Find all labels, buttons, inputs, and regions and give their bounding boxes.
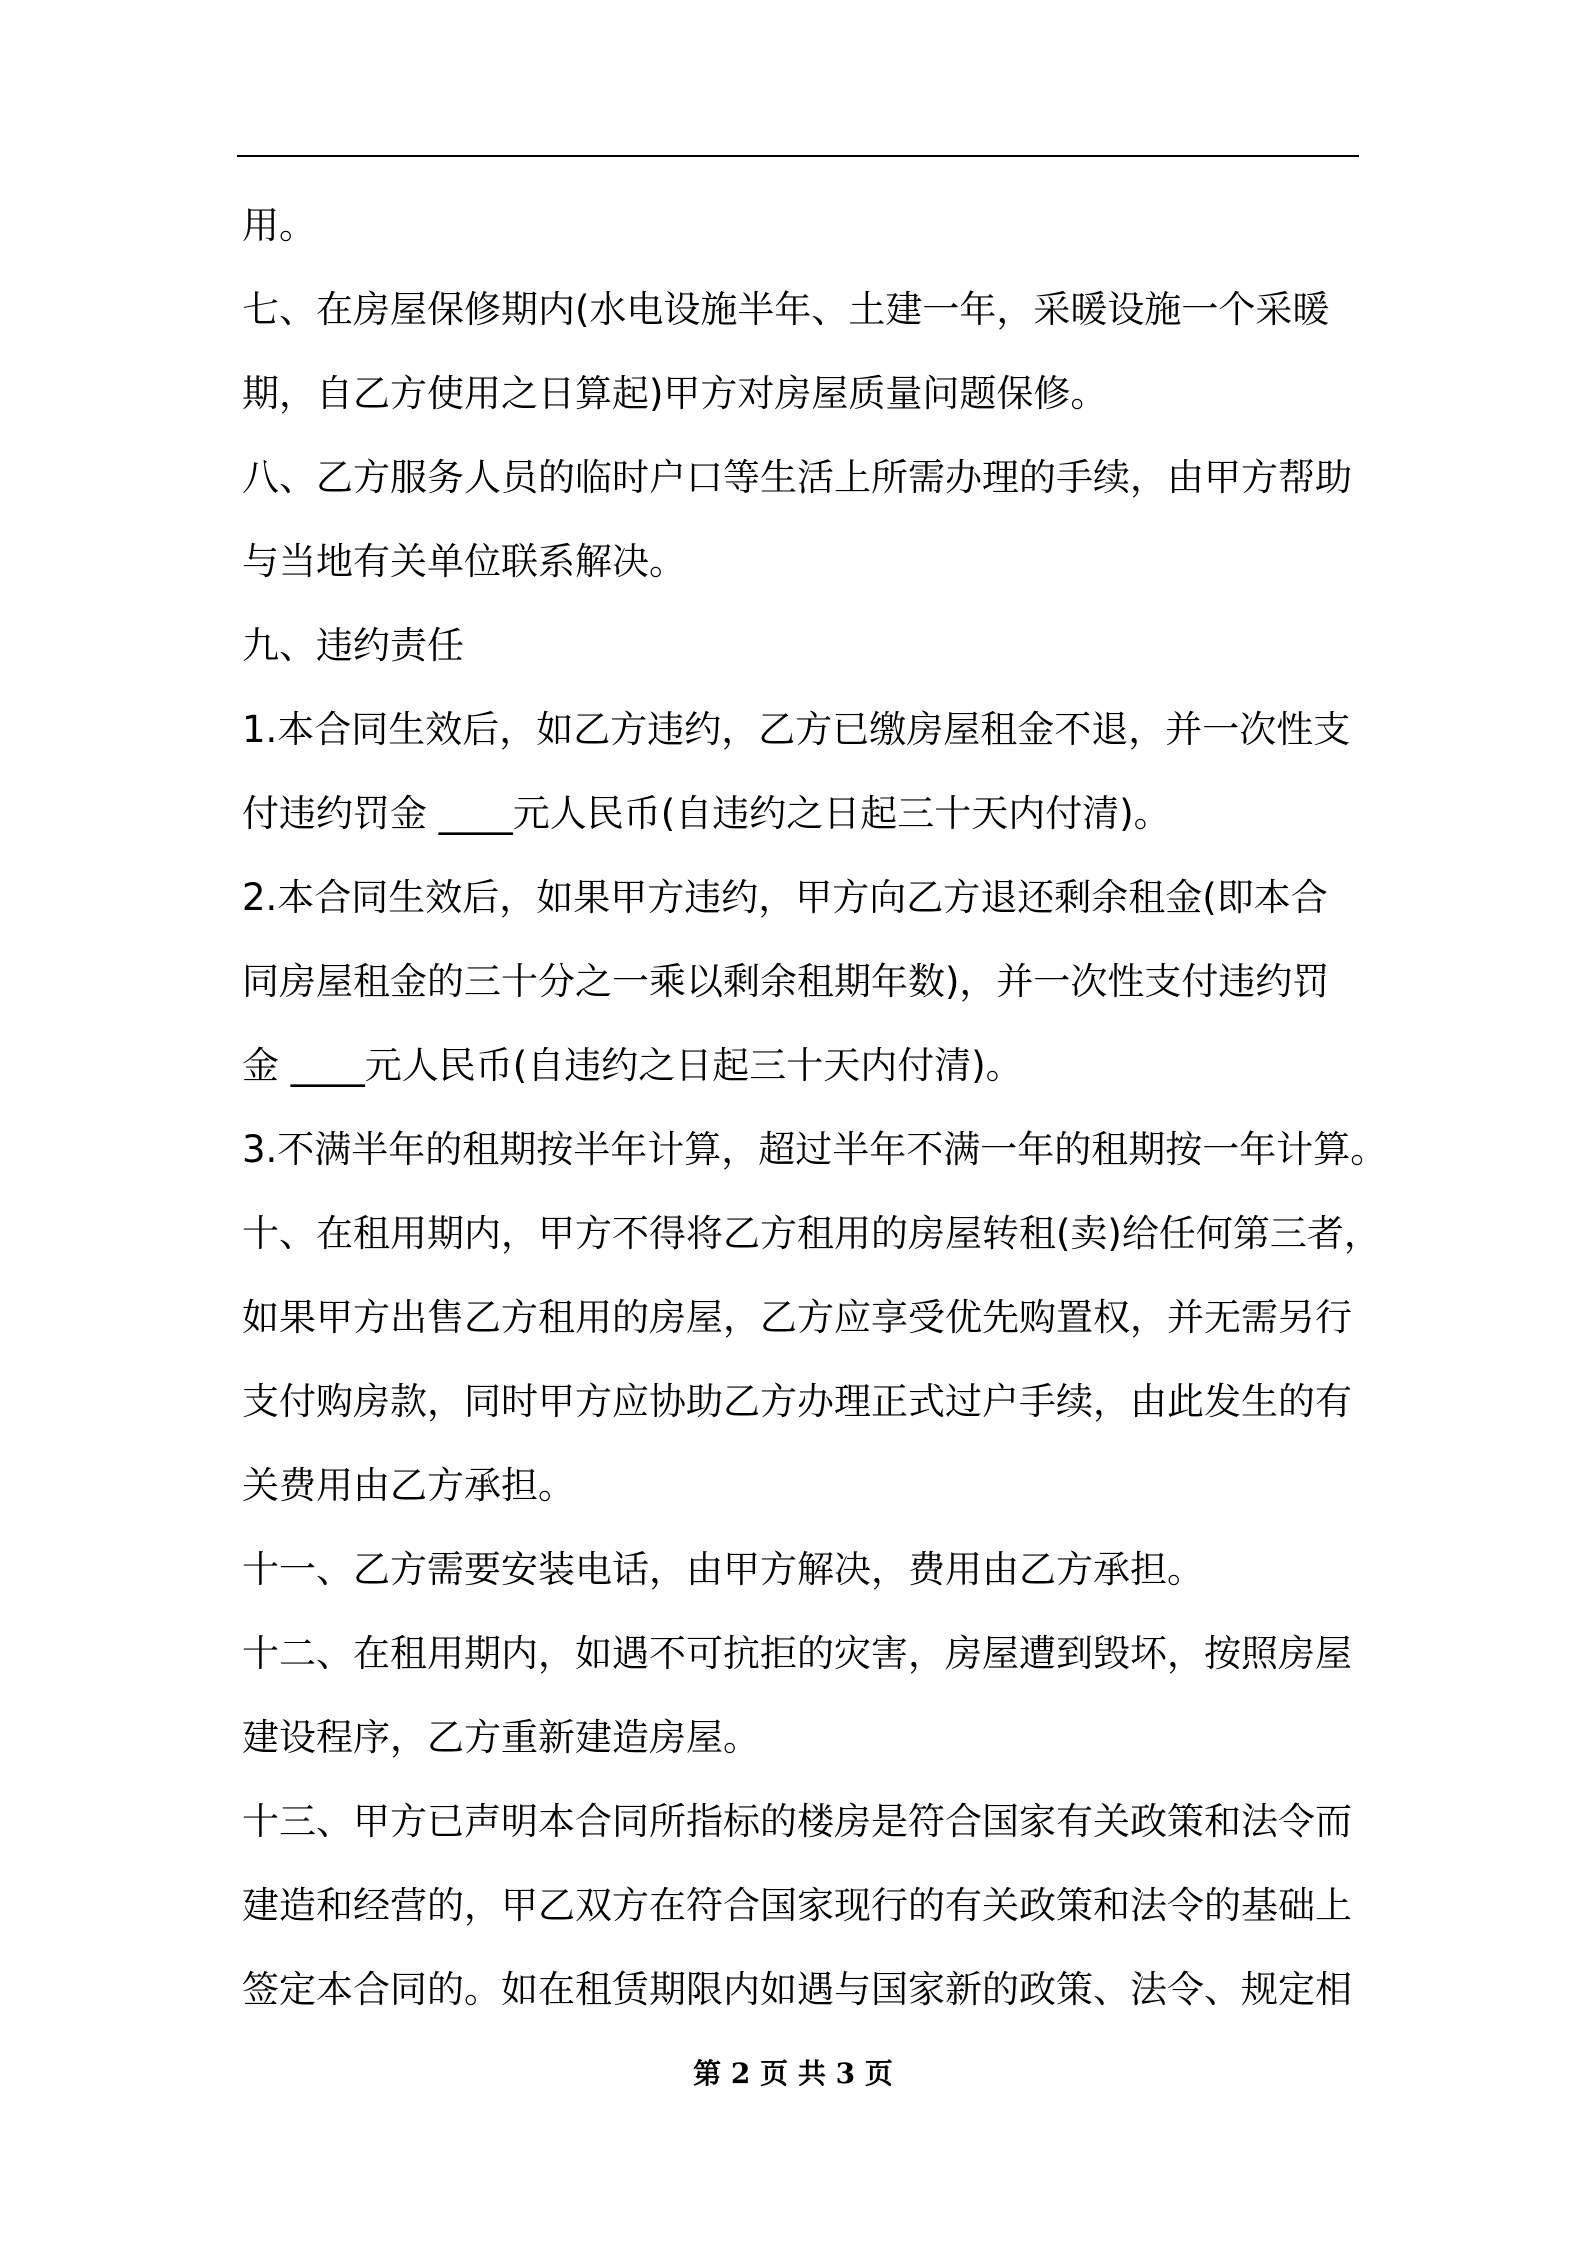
- text-line: 期，自乙方使用之日算起)甲方对房屋质量问题保修。: [242, 372, 1108, 415]
- text-line: 十、在租用期内，甲方不得将乙方租用的房屋转租(卖)给任何第三者，: [242, 1212, 1381, 1255]
- text-line: 十一、乙方需要安装电话，由甲方解决，费用由乙方承担。: [242, 1548, 1204, 1591]
- text-line: 同房屋租金的三十分之一乘以剩余租期年数)，并一次性支付违约罚: [242, 960, 1330, 1003]
- text-line: 与当地有关单位联系解决。: [242, 540, 686, 583]
- text-line: 付违约罚金 ____元人民币(自违约之日起三十天内付清)。: [242, 792, 1171, 835]
- text-line: 十三、甲方已声明本合同所指标的楼房是符合国家有关政策和法令而: [242, 1800, 1352, 1843]
- section-heading: 九、违约责任: [242, 624, 464, 667]
- text-line: 建设程序，乙方重新建造房屋。: [242, 1716, 760, 1759]
- contract-body: [242, 184, 1388, 2032]
- text-line: 签定本合同的。如在租赁期限内如遇与国家新的政策、法令、规定相: [242, 1968, 1352, 2011]
- text-line: 建造和经营的，甲乙双方在符合国家现行的有关政策和法令的基础上: [242, 1884, 1352, 1927]
- text-line: 八、乙方服务人员的临时户口等生活上所需办理的手续，由甲方帮助: [242, 456, 1352, 499]
- text-line: 如果甲方出售乙方租用的房屋，乙方应享受优先购置权，并无需另行: [242, 1296, 1352, 1339]
- text-line: 十二、在租用期内，如遇不可抗拒的灾害，房屋遭到毁坏，按照房屋: [242, 1632, 1352, 1675]
- text-line: 3.不满半年的租期按半年计算，超过半年不满一年的租期按一年计算。: [242, 1128, 1388, 1171]
- text-line: 用。: [242, 204, 316, 247]
- text-line: 支付购房款，同时甲方应协助乙方办理正式过户手续，由此发生的有: [242, 1380, 1352, 1423]
- text-line: 金 ____元人民币(自违约之日起三十天内付清)。: [242, 1044, 1023, 1087]
- text-line: 关费用由乙方承担。: [242, 1464, 575, 1507]
- text-line: 2.本合同生效后，如果甲方违约，甲方向乙方退还剩余租金(即本合: [242, 876, 1328, 919]
- page-number-footer: 第 2 页 共 3 页: [693, 2057, 893, 2090]
- text-line: 1.本合同生效后，如乙方违约，乙方已缴房屋租金不退，并一次性支: [242, 708, 1351, 751]
- text-line: 七、在房屋保修期内(水电设施半年、土建一年，采暖设施一个采暖: [242, 288, 1330, 331]
- header-rule: [237, 155, 1359, 157]
